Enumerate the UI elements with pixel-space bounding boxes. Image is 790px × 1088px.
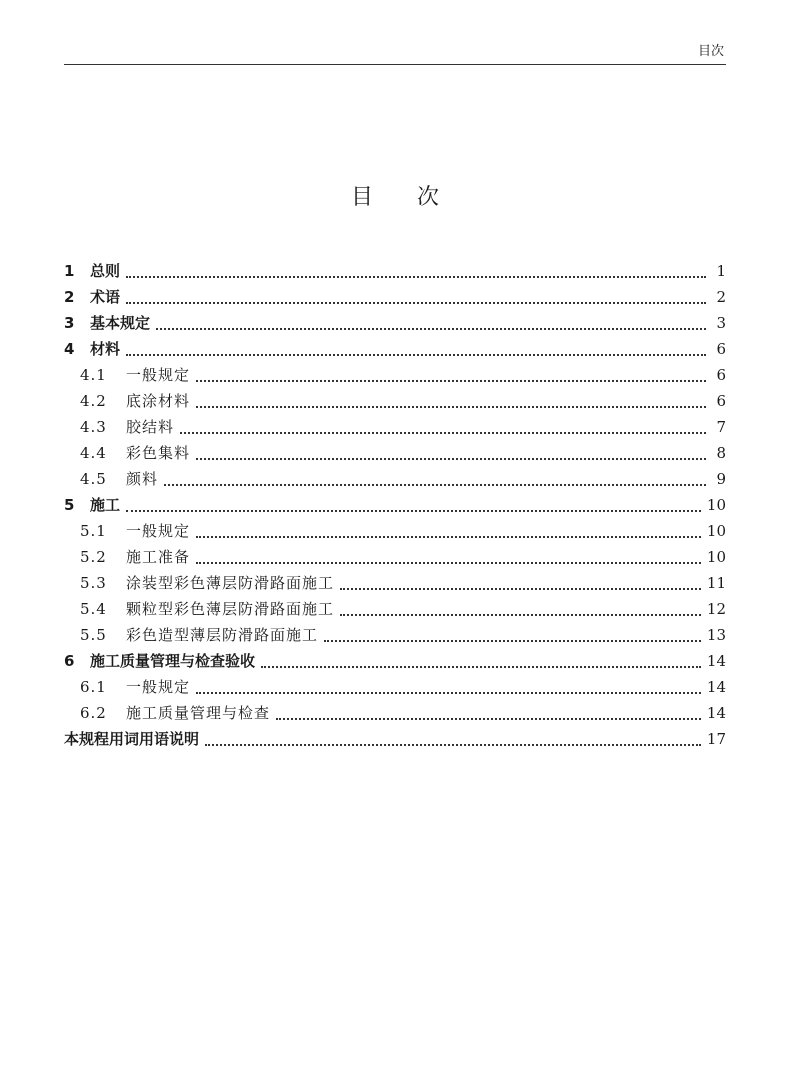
toc-leader-dots bbox=[126, 276, 706, 278]
toc-entry-number: 5.2 bbox=[80, 548, 107, 566]
toc-entry-title: 彩色集料 bbox=[126, 444, 191, 462]
toc-leader-dots bbox=[126, 510, 701, 512]
toc-entry-title: 总则 bbox=[90, 262, 121, 280]
toc-entry-page: 9 bbox=[716, 470, 726, 488]
page-title: 目次 bbox=[350, 185, 483, 210]
toc-entry-number: 4.5 bbox=[80, 470, 107, 488]
toc-entry[interactable] bbox=[64, 572, 726, 598]
toc-entry-page: 11 bbox=[706, 574, 726, 592]
toc-entry[interactable] bbox=[64, 546, 726, 572]
toc-entry-title: 术语 bbox=[90, 288, 121, 306]
toc-entry-title: 底涂材料 bbox=[126, 392, 191, 410]
toc-entry-page: 12 bbox=[706, 600, 726, 618]
toc-entry[interactable] bbox=[64, 468, 726, 494]
toc-leader-dots bbox=[261, 666, 701, 668]
toc-entry-page: 6 bbox=[716, 392, 726, 410]
toc-entry-page: 2 bbox=[716, 288, 726, 306]
toc-leader-dots bbox=[126, 302, 706, 304]
toc-leader-dots bbox=[324, 640, 701, 642]
toc-leader-dots bbox=[180, 432, 706, 434]
toc-entry-page: 13 bbox=[706, 626, 726, 644]
toc-entry-title: 材料 bbox=[90, 340, 121, 358]
toc-entry-page: 14 bbox=[706, 704, 726, 722]
toc-entry-number: 5.5 bbox=[80, 626, 107, 644]
table-of-contents bbox=[64, 260, 726, 754]
toc-leader-dots bbox=[196, 562, 701, 564]
toc-entry-title: 胶结料 bbox=[126, 418, 175, 436]
toc-entry-number: 5.3 bbox=[80, 574, 107, 592]
toc-leader-dots bbox=[276, 718, 701, 720]
toc-entry[interactable] bbox=[64, 260, 726, 286]
toc-entry-number: 4.1 bbox=[80, 366, 107, 384]
toc-leader-dots bbox=[340, 588, 701, 590]
toc-entry-title: 本规程用词用语说明 bbox=[64, 730, 200, 748]
toc-entry-number: 6 bbox=[64, 652, 75, 670]
toc-leader-dots bbox=[156, 328, 706, 330]
toc-leader-dots bbox=[196, 380, 706, 382]
toc-entry-number: 3 bbox=[64, 314, 75, 332]
toc-entry-page: 1 bbox=[716, 262, 726, 280]
running-header: 目次 bbox=[697, 44, 724, 59]
toc-entry-page: 14 bbox=[706, 678, 726, 696]
toc-leader-dots bbox=[205, 744, 701, 746]
toc-entry-page: 10 bbox=[706, 548, 726, 566]
toc-entry-number: 5.1 bbox=[80, 522, 107, 540]
toc-entry-title: 颜料 bbox=[126, 470, 159, 488]
header-rule bbox=[64, 64, 726, 65]
toc-entry-title: 颗粒型彩色薄层防滑路面施工 bbox=[126, 600, 335, 618]
toc-entry[interactable] bbox=[64, 416, 726, 442]
toc-entry[interactable] bbox=[64, 442, 726, 468]
toc-entry[interactable] bbox=[64, 312, 726, 338]
toc-leader-dots bbox=[340, 614, 701, 616]
toc-entry[interactable] bbox=[64, 364, 726, 390]
toc-entry[interactable] bbox=[64, 338, 726, 364]
toc-entry-page: 3 bbox=[716, 314, 726, 332]
toc-leader-dots bbox=[126, 354, 706, 356]
toc-leader-dots bbox=[196, 406, 706, 408]
toc-entry[interactable] bbox=[64, 598, 726, 624]
toc-entry[interactable] bbox=[64, 676, 726, 702]
toc-entry-title: 施工 bbox=[90, 496, 121, 514]
toc-entry-page: 17 bbox=[706, 730, 726, 748]
toc-entry-page: 6 bbox=[716, 366, 726, 384]
toc-entry-number: 5.4 bbox=[80, 600, 107, 618]
toc-leader-dots bbox=[196, 458, 706, 460]
toc-entry-title: 涂装型彩色薄层防滑路面施工 bbox=[126, 574, 335, 592]
toc-entry-page: 7 bbox=[716, 418, 726, 436]
toc-entry[interactable] bbox=[64, 494, 726, 520]
toc-entry[interactable] bbox=[64, 650, 726, 676]
toc-entry-number: 4.3 bbox=[80, 418, 107, 436]
toc-entry-page: 8 bbox=[716, 444, 726, 462]
toc-entry-number: 6.2 bbox=[80, 704, 107, 722]
toc-entry[interactable] bbox=[64, 702, 726, 728]
toc-leader-dots bbox=[196, 692, 701, 694]
toc-entry-page: 6 bbox=[716, 340, 726, 358]
toc-entry-title: 一般规定 bbox=[126, 678, 191, 696]
toc-entry-title: 彩色造型薄层防滑路面施工 bbox=[126, 626, 319, 644]
toc-entry[interactable] bbox=[64, 390, 726, 416]
toc-leader-dots bbox=[164, 484, 706, 486]
toc-entry-title: 施工质量管理与检查 bbox=[126, 704, 271, 722]
toc-entry[interactable] bbox=[64, 728, 726, 754]
toc-entry-number: 2 bbox=[64, 288, 75, 306]
toc-entry[interactable] bbox=[64, 624, 726, 650]
toc-leader-dots bbox=[196, 536, 701, 538]
toc-entry-number: 4 bbox=[64, 340, 75, 358]
toc-entry[interactable] bbox=[64, 286, 726, 312]
toc-entry-title: 施工质量管理与检查验收 bbox=[90, 652, 256, 670]
toc-entry-title: 施工准备 bbox=[126, 548, 191, 566]
toc-entry-page: 10 bbox=[706, 522, 726, 540]
toc-entry[interactable] bbox=[64, 520, 726, 546]
toc-entry-number: 5 bbox=[64, 496, 75, 514]
toc-entry-page: 14 bbox=[706, 652, 726, 670]
toc-entry-page: 10 bbox=[706, 496, 726, 514]
toc-entry-number: 6.1 bbox=[80, 678, 107, 696]
toc-entry-number: 4.2 bbox=[80, 392, 107, 410]
toc-entry-title: 一般规定 bbox=[126, 522, 191, 540]
toc-entry-title: 一般规定 bbox=[126, 366, 191, 384]
toc-entry-title: 基本规定 bbox=[90, 314, 151, 332]
toc-entry-number: 1 bbox=[64, 262, 75, 280]
toc-entry-number: 4.4 bbox=[80, 444, 107, 462]
